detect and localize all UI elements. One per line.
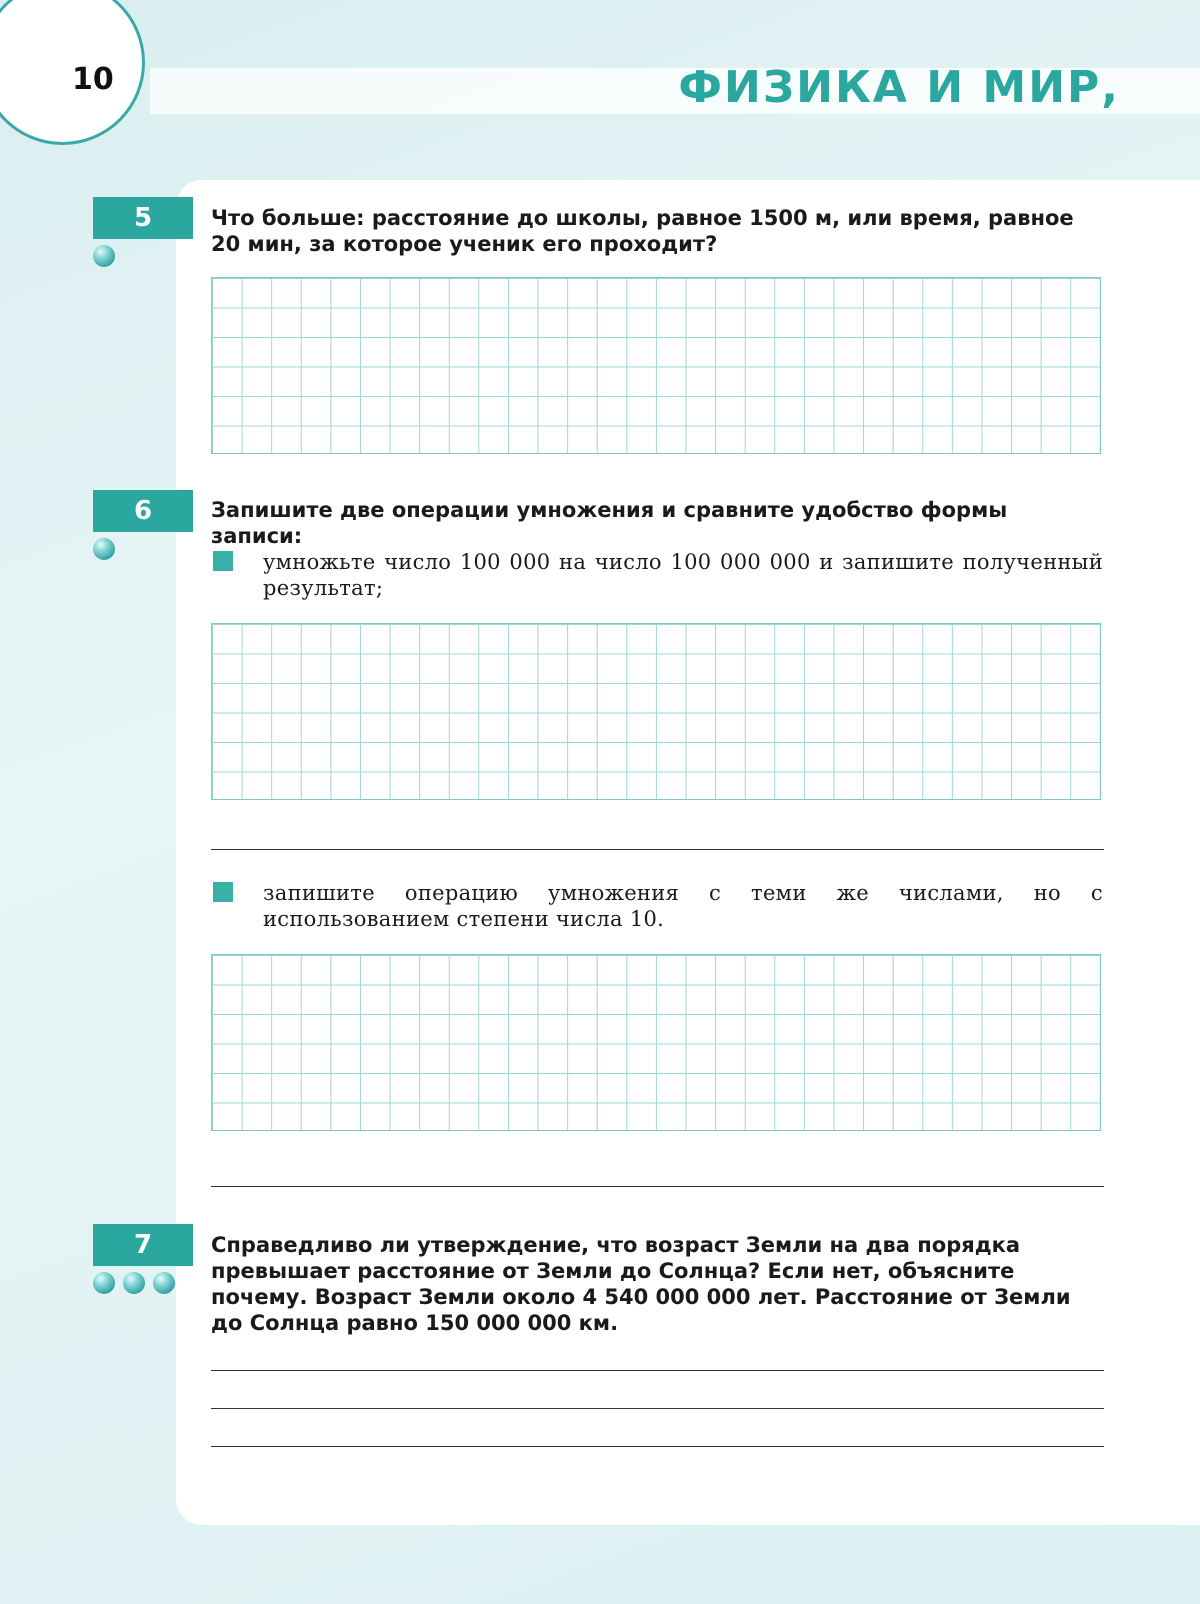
answer-grid[interactable] <box>211 954 1101 1131</box>
answer-grid[interactable] <box>211 277 1101 454</box>
section-title: ФИЗИКА И МИР, <box>678 62 1120 113</box>
bullet-square <box>213 551 233 571</box>
answer-grid[interactable] <box>211 623 1101 800</box>
answer-line[interactable] <box>211 1186 1104 1187</box>
task-number-badge: 5 <box>93 197 193 239</box>
answer-line[interactable] <box>211 849 1104 850</box>
page-number: 10 <box>72 62 114 97</box>
difficulty-ball <box>153 1272 175 1294</box>
difficulty-ball <box>93 538 115 560</box>
task-text: Запишите две операции умножения и сравните удобство формы записи: <box>211 498 1008 548</box>
answer-line[interactable] <box>211 1408 1104 1409</box>
bullet-text: умножьте число 100 000 на число 100 000 000 и запишите полученный результат; <box>263 550 1103 600</box>
difficulty-ball <box>93 245 115 267</box>
task-number-badge: 6 <box>93 490 193 532</box>
task-number-badge: 7 <box>93 1224 193 1266</box>
bullet-square <box>213 882 233 902</box>
answer-line[interactable] <box>211 1370 1104 1371</box>
difficulty-ball <box>93 1272 115 1294</box>
difficulty-ball <box>123 1272 145 1294</box>
task-text: Справедливо ли утверждение, что возраст Земли на два порядка превышает расстояние от Земли до Солнца? Если нет, объясните почему. Возраст Земли около 4 540 000 000 лет. Расстояние от Земли до Солнца равно 150 000 000 км. <box>211 1233 1071 1335</box>
bullet-text: запишите операцию умножения с теми же числами, но с использованием степени числа 10. <box>263 881 1103 931</box>
task-text: Что больше: расстояние до школы, равное 1500 м, или время, равное 20 мин, за которое ученик его проходит? <box>211 206 1074 256</box>
answer-line[interactable] <box>211 1446 1104 1447</box>
